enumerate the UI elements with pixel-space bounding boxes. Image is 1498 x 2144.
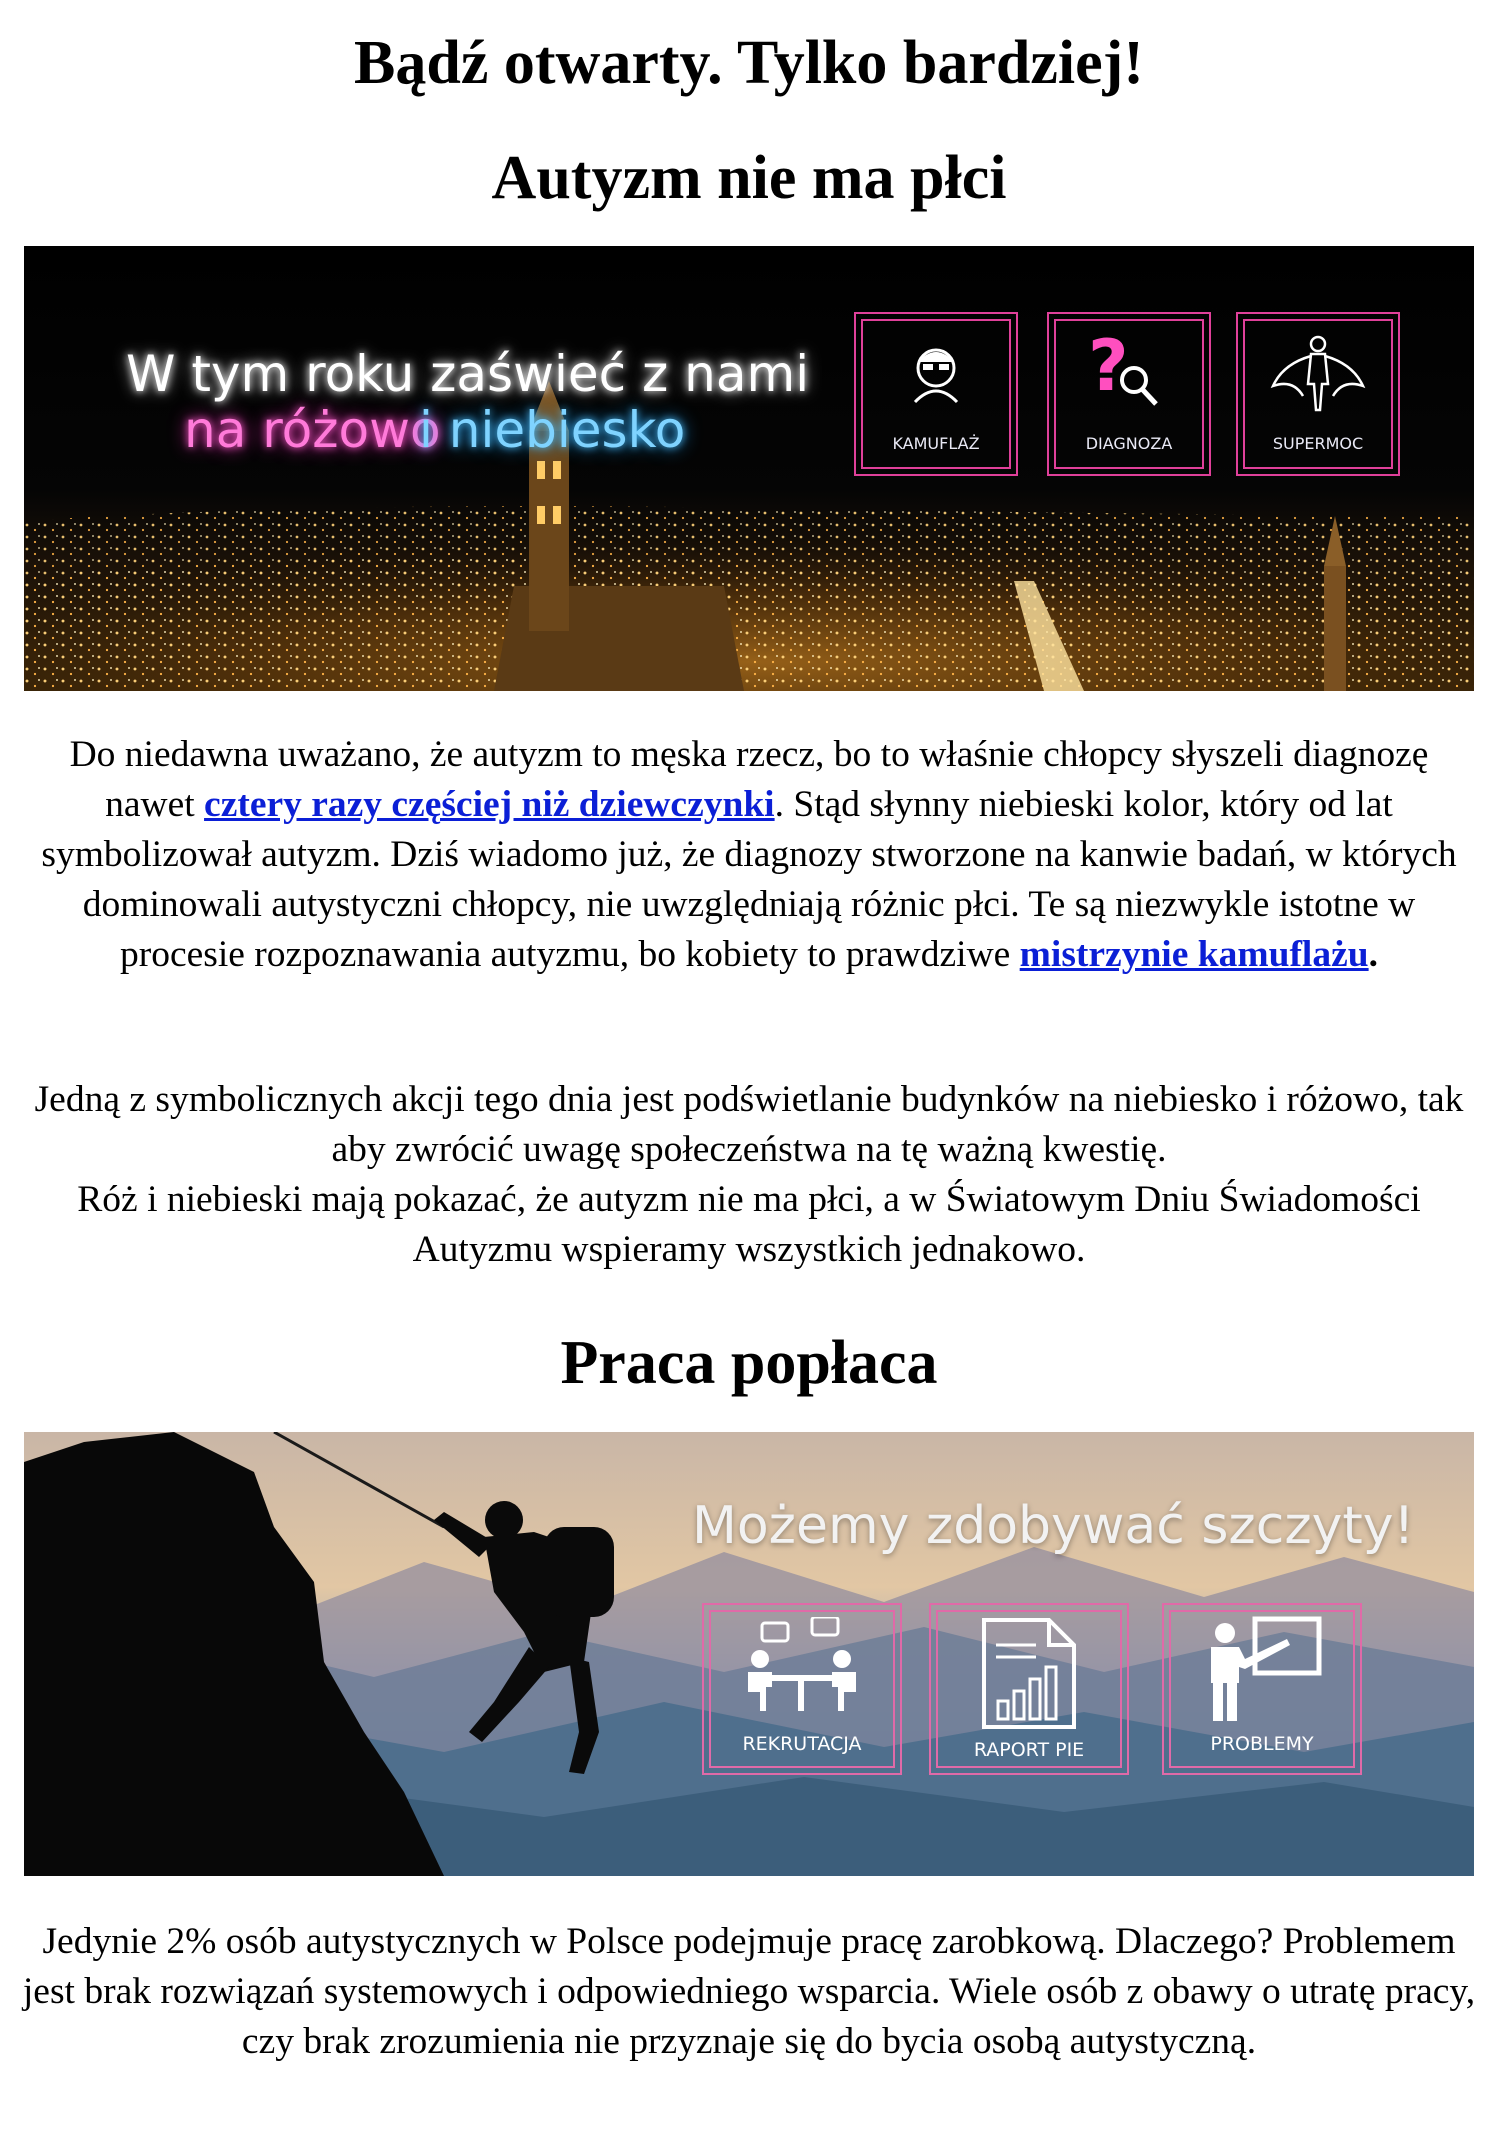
paragraph-text: Do niedawna uważano, że autyzm to męska rzecz, bo to właśnie chłopcy słyszeli diagnozę nawet (69, 734, 1429, 825)
paragraph-text: Róż i niebieski mają pokazać, że autyzm nie ma płci, a w Światowym Dniu Świadomości Autyzmu wspieramy wszystkich jednakowo. (77, 1179, 1421, 1270)
tile-label: KAMUFLAŻ (892, 434, 980, 453)
paragraph-gender (22, 730, 1476, 980)
paragraph-lighting (22, 1075, 1476, 1275)
paragraph-employment: Jedynie 2% osób autystycznych w Polsce podejmuje pracę zarobkową. Dlaczego? Problemem jest brak rozwiązań systemowych i odpowiedniego wsparcia. Wiele osób z obawy o utratę pracy, czy brak zrozumienia nie przyznaje się do bycia osobą autystyczną. (22, 1921, 1476, 2062)
tile-label: DIAGNOZA (1085, 434, 1173, 453)
presenter-board-icon (1197, 1615, 1327, 1725)
banner-heading: Możemy zdobywać szczyty! (692, 1496, 1415, 1556)
link-four-times-more[interactable]: cztery razy częściej niż dziewczynki (204, 784, 775, 825)
link-camouflage-masters[interactable]: mistrzynie kamuflażu (1019, 934, 1369, 975)
camouflage-face-icon (901, 336, 971, 406)
paragraph-text: Jedną z symbolicznych akcji tego dnia jest podświetlanie budynków na niebiesko i różowo, tak aby zwrócić uwagę społeczeństwa na tę ważną kwestię. (34, 1079, 1464, 1170)
tile-diagnosis (1047, 312, 1211, 476)
paragraph-text: . (1368, 934, 1378, 975)
banner-line-white: W tym roku zaświeć z nami (126, 345, 810, 403)
tile-label: RAPORT PIE (973, 1739, 1085, 1761)
recruitment-meeting-icon (732, 1617, 872, 1717)
tile-recruitment (702, 1603, 902, 1775)
tile-label: REKRUTACJA (742, 1733, 862, 1755)
banner-line-blue: i niebiesko (419, 401, 686, 459)
tile-problems (1162, 1603, 1362, 1775)
svg-text:?: ? (1088, 328, 1129, 407)
page-title: Bądź otwarty. Tylko bardziej! (354, 29, 1144, 97)
tile-camouflage (854, 312, 1018, 476)
section-heading-work: Praca popłaca (560, 1329, 938, 1397)
tile-label: SUPERMOC (1272, 434, 1364, 453)
question-magnifier-icon (1084, 328, 1164, 413)
tile-label: PROBLEMY (1210, 1733, 1314, 1755)
section-heading-gender: Autyzm nie ma płci (491, 144, 1007, 212)
banner-line-pink: na różowo (184, 401, 441, 459)
paragraph-text: . Stąd słynny niebieski kolor, który od lat symbolizował autyzm. Dziś wiadomo już, że diagnozy stworzone na kanwie badań, w których dominowali autystyczni chłopcy, nie uwzględniają różnic płci. Te są niezwykle istotne w procesie rozpoznawania autyzmu, bo kobiety to prawdziwe (41, 784, 1457, 975)
superhero-cape-icon (1268, 334, 1368, 414)
tile-superpower (1236, 312, 1400, 476)
banner-light-it-up (24, 246, 1474, 691)
banner-climb-peaks (24, 1432, 1474, 1876)
tile-report (929, 1603, 1129, 1775)
report-chart-icon (974, 1615, 1084, 1730)
